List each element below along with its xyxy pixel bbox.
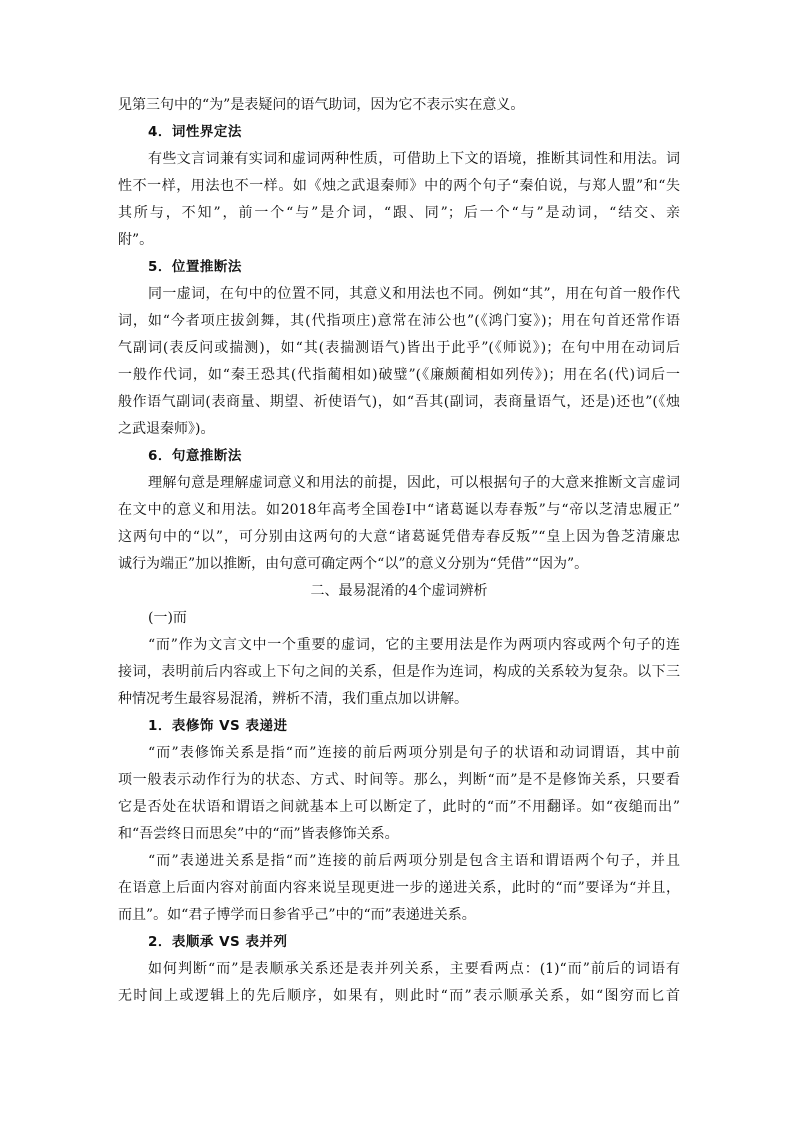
text-line: 种情况考生最容易混淆，辨析不清，我们重点加以讲解。 [118,691,468,707]
text-line: 在语意上后面内容对前面内容来说呈现更进一步的递进关系，此时的“而”要译为“并且， [118,880,680,896]
text-line: 这两句中的“以”，可分别由这两句的大意“诸葛诞凭借寿春反叛”“皇上因为鲁芝清廉忠 [118,529,680,545]
paragraph-first-line: “而”表递进关系是指“而”连接的前后两项分别是包含主语和谓语两个句子，并且 [148,853,680,869]
subsection-label: (一)而 [148,610,187,626]
document-page [118,92,680,1010]
section-heading: 6．句意推断法 [148,448,242,464]
text-line: 它是否处在状语和谓语之间就基本上可以断定了，此时的“而”不用翻译。如“夜缒而出” [118,799,680,815]
text-line: 在文中的意义和用法。如2018年高考全国卷Ⅰ中“诸葛诞以寿春叛”与“帝以芝清忠履正” [118,502,680,518]
text-line: 诚行为端正”加以推断，由句意可确定两个“以”的意义分别为“凭借”“因为”。 [118,556,589,572]
text-line: 一般作代词，如“秦王恐其(代指蔺相如)破璧”(《廉颇蔺相如列传》)；用在名(代)词后一 [118,367,680,383]
text-line: 词，如“今者项庄拔剑舞，其(代指项庄)意常在沛公也”(《鸿门宴》)；用在句首还常作语 [118,313,680,329]
section-heading: 1．表修饰 VS 表递进 [148,718,288,734]
text-line: 见第三句中的“为”是表疑问的语气助词，因为它不表示实在意义。 [118,97,525,113]
text-line: 无时间上或逻辑上的先后顺序，如果有，则此时“而”表示顺承关系，如“图穷而匕首 [118,988,680,1004]
paragraph-first-line: 如何判断“而”是表顺承关系还是表并列关系，主要看两点：(1)“而”前后的词语有 [148,961,680,977]
text-line: 般作语气副词(表商量、期望、祈使语气)，如“吾其(副词，表商量语气，还是)还也”(《烛 [118,394,680,410]
paragraph-first-line: “而”作为文言文中一个重要的虚词，它的主要用法是作为两项内容或两个句子的连 [148,637,680,653]
text-line: 其所与，不知”，前一个“与”是介词，“跟、同”；后一个“与”是动词，“结交、亲 [118,205,680,221]
section-heading: 2．表顺承 VS 表并列 [148,934,288,950]
text-line: 项一般表示动作行为的状态、方式、时间等。那么，判断“而”是不是修饰关系，只要看 [118,772,680,788]
text-line: 之武退秦师》)。 [118,421,215,437]
text-line: 附”。 [118,232,154,248]
chapter-title: 二、最易混淆的4个虚词辨析 [310,583,488,599]
text-line: 性不一样，用法也不一样。如《烛之武退秦师》中的两个句子“秦伯说，与郑人盟”和“失 [118,178,680,194]
text-line: 接词，表明前后内容或上下句之间的关系，但是作为连词，构成的关系较为复杂。以下三 [118,664,680,680]
text-line: 气副词(表反问或揣测)，如“其(表揣测语气)皆出于此乎”(《师说》)；在句中用在动词后 [118,340,680,356]
section-heading: 4．词性界定法 [148,124,242,140]
paragraph-first-line: 有些文言词兼有实词和虚词两种性质，可借助上下文的语境，推断其词性和用法。词 [148,151,680,167]
paragraph-first-line: 同一虚词，在句中的位置不同，其意义和用法也不同。例如“其”，用在句首一般作代 [148,286,680,302]
section-heading: 5．位置推断法 [148,259,242,275]
paragraph-first-line: 理解句意是理解虚词意义和用法的前提，因此，可以根据句子的大意来推断文言虚词 [148,475,680,491]
text-line: 和“吾尝终日而思矣”中的“而”皆表修饰关系。 [118,826,399,842]
text-line: 而且”。如“君子博学而日参省乎己”中的“而”表递进关系。 [118,907,476,923]
paragraph-first-line: “而”表修饰关系是指“而”连接的前后两项分别是句子的状语和动词谓语，其中前 [148,745,680,761]
